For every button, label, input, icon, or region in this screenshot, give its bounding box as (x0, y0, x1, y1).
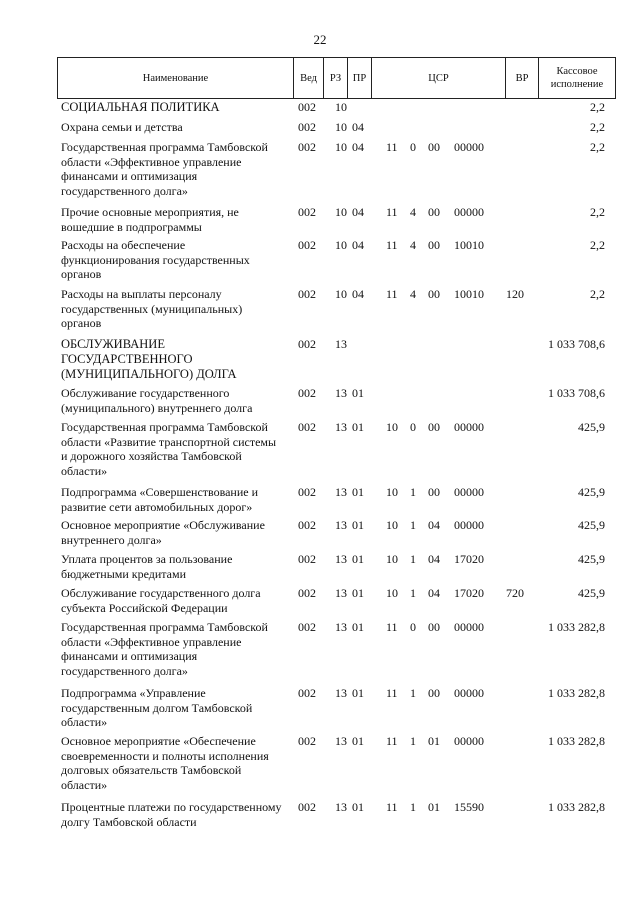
row-name: ОБСЛУЖИВАНИЕ ГОСУДАРСТВЕННОГО (МУНИЦИПАЛЬНОГО) ДОЛГА (61, 337, 237, 381)
row-ved: 002 (298, 100, 316, 114)
row-rz: 13 (335, 734, 347, 748)
row-csr-subprogram: 4 (410, 238, 416, 252)
row-csr-direction: 00000 (454, 420, 484, 434)
row-pr: 04 (352, 140, 364, 154)
row-rz: 13 (335, 386, 347, 400)
row-csr-subprogram: 1 (410, 686, 416, 700)
row-name: Охрана семьи и детства (61, 120, 183, 134)
row-pr: 01 (352, 386, 364, 400)
row-rz: 10 (335, 287, 347, 301)
row-rz: 13 (335, 686, 347, 700)
header-pr: ПР (348, 58, 372, 98)
row-ved: 002 (298, 686, 316, 700)
row-ved: 002 (298, 238, 316, 252)
row-ved: 002 (298, 800, 316, 814)
row-csr-program: 11 (386, 140, 398, 154)
row-name: Основное мероприятие «Обеспечение своевременности и полноты исполнения долговых обязательств Тамбовской области» (61, 734, 269, 792)
row-name: Уплата процентов за пользование бюджетными кредитами (61, 552, 233, 581)
row-csr-program: 11 (386, 205, 398, 219)
row-csr-program: 11 (386, 734, 398, 748)
row-rz: 13 (335, 586, 347, 600)
row-rz: 13 (335, 485, 347, 499)
row-amount: 1 033 282,8 (548, 734, 605, 748)
row-pr: 04 (352, 205, 364, 219)
row-amount: 1 033 282,8 (548, 620, 605, 634)
row-csr-program: 10 (386, 586, 398, 600)
row-csr-direction: 00000 (454, 734, 484, 748)
row-ved: 002 (298, 485, 316, 499)
row-csr-program: 10 (386, 420, 398, 434)
row-csr-subprogram: 1 (410, 552, 416, 566)
row-name: Расходы на обеспечение функционирования государственных органов (61, 238, 250, 281)
row-rz: 13 (335, 420, 347, 434)
row-amount: 425,9 (578, 420, 605, 434)
row-csr-subprogram: 1 (410, 586, 416, 600)
row-pr: 04 (352, 238, 364, 252)
row-csr-event: 00 (428, 620, 440, 634)
row-csr-program: 11 (386, 686, 398, 700)
row-ved: 002 (298, 552, 316, 566)
row-csr-subprogram: 1 (410, 800, 416, 814)
row-name: Государственная программа Тамбовской области «Эффективное управление финансами и оптимизация государственного долга» (61, 620, 268, 678)
row-rz: 10 (335, 205, 347, 219)
row-name: Процентные платежи по государственному долгу Тамбовской области (61, 800, 282, 829)
row-csr-direction: 00000 (454, 205, 484, 219)
row-pr: 04 (352, 287, 364, 301)
row-csr-event: 00 (428, 238, 440, 252)
header-csr: ЦСР (372, 58, 506, 98)
row-pr: 01 (352, 620, 364, 634)
row-csr-direction: 00000 (454, 485, 484, 499)
row-ved: 002 (298, 386, 316, 400)
row-name: Расходы на выплаты персоналу государственных (муниципальных) органов (61, 287, 243, 330)
row-pr: 01 (352, 734, 364, 748)
row-ved: 002 (298, 586, 316, 600)
row-csr-subprogram: 4 (410, 287, 416, 301)
row-csr-event: 04 (428, 518, 440, 532)
row-csr-direction: 10010 (454, 287, 484, 301)
row-amount: 2,2 (590, 140, 605, 154)
row-csr-program: 10 (386, 552, 398, 566)
row-rz: 10 (335, 238, 347, 252)
row-pr: 01 (352, 485, 364, 499)
row-csr-subprogram: 0 (410, 620, 416, 634)
row-csr-subprogram: 1 (410, 734, 416, 748)
row-amount: 2,2 (590, 238, 605, 252)
row-amount: 425,9 (578, 586, 605, 600)
row-amount: 1 033 282,8 (548, 800, 605, 814)
row-rz: 10 (335, 120, 347, 134)
row-pr: 01 (352, 518, 364, 532)
row-csr-direction: 17020 (454, 552, 484, 566)
row-csr-event: 00 (428, 686, 440, 700)
row-pr: 01 (352, 686, 364, 700)
row-pr: 01 (352, 420, 364, 434)
row-csr-event: 00 (428, 287, 440, 301)
header-name: Наименование (58, 58, 294, 98)
row-csr-program: 11 (386, 620, 398, 634)
row-amount: 425,9 (578, 552, 605, 566)
row-csr-event: 00 (428, 485, 440, 499)
row-ved: 002 (298, 287, 316, 301)
table-header (57, 57, 616, 99)
row-name: СОЦИАЛЬНАЯ ПОЛИТИКА (61, 100, 220, 114)
row-amount: 1 033 282,8 (548, 686, 605, 700)
row-rz: 13 (335, 552, 347, 566)
row-csr-subprogram: 1 (410, 485, 416, 499)
row-csr-direction: 00000 (454, 620, 484, 634)
row-csr-event: 01 (428, 800, 440, 814)
row-amount: 425,9 (578, 485, 605, 499)
row-ved: 002 (298, 518, 316, 532)
row-csr-subprogram: 0 (410, 140, 416, 154)
row-amount: 1 033 708,6 (548, 386, 605, 400)
row-csr-direction: 00000 (454, 140, 484, 154)
row-pr: 01 (352, 800, 364, 814)
row-csr-event: 04 (428, 552, 440, 566)
row-csr-direction: 00000 (454, 518, 484, 532)
row-rz: 13 (335, 518, 347, 532)
row-vr: 720 (506, 586, 524, 600)
row-name: Государственная программа Тамбовской области «Эффективное управление финансами и оптимизация государственного долга» (61, 140, 268, 198)
row-rz: 13 (335, 337, 347, 351)
row-name: Основное мероприятие «Обслуживание внутреннего долга» (61, 518, 265, 547)
row-name: Подпрограмма «Совершенствование и развитие сети автомобильных дорог» (61, 485, 259, 514)
row-amount: 2,2 (590, 100, 605, 114)
header-ved: Вед (294, 58, 324, 98)
row-pr: 04 (352, 120, 364, 134)
row-name: Прочие основные мероприятия, не вошедшие в подпрограммы (61, 205, 239, 234)
row-ved: 002 (298, 420, 316, 434)
row-name: Обслуживание государственного долга субъекта Российской Федерации (61, 586, 261, 615)
row-csr-event: 00 (428, 205, 440, 219)
row-rz: 13 (335, 620, 347, 634)
row-amount: 2,2 (590, 120, 605, 134)
row-amount: 425,9 (578, 518, 605, 532)
row-ved: 002 (298, 140, 316, 154)
row-amount: 2,2 (590, 205, 605, 219)
row-csr-event: 04 (428, 586, 440, 600)
row-rz: 10 (335, 100, 347, 114)
row-csr-subprogram: 4 (410, 205, 416, 219)
row-name: Подпрограмма «Управление государственным долгом Тамбовской области» (61, 686, 253, 729)
row-csr-direction: 00000 (454, 686, 484, 700)
row-csr-event: 01 (428, 734, 440, 748)
row-amount: 1 033 708,6 (548, 337, 605, 351)
row-csr-direction: 10010 (454, 238, 484, 252)
row-csr-program: 11 (386, 800, 398, 814)
row-amount: 2,2 (590, 287, 605, 301)
row-ved: 002 (298, 337, 316, 351)
row-csr-direction: 17020 (454, 586, 484, 600)
header-rz: РЗ (324, 58, 348, 98)
row-csr-subprogram: 1 (410, 518, 416, 532)
row-name: Обслуживание государственного (муниципального) внутреннего долга (61, 386, 253, 415)
row-ved: 002 (298, 205, 316, 219)
row-vr: 120 (506, 287, 524, 301)
header-amount: Кассовое исполнение (550, 66, 604, 90)
row-csr-program: 11 (386, 287, 398, 301)
row-pr: 01 (352, 552, 364, 566)
row-csr-event: 00 (428, 420, 440, 434)
page-number: 22 (313, 32, 327, 47)
row-ved: 002 (298, 734, 316, 748)
row-csr-program: 11 (386, 238, 398, 252)
row-csr-event: 00 (428, 140, 440, 154)
row-rz: 10 (335, 140, 347, 154)
row-ved: 002 (298, 620, 316, 634)
header-vr: ВР (506, 58, 539, 98)
row-csr-subprogram: 0 (410, 420, 416, 434)
row-csr-program: 10 (386, 485, 398, 499)
row-pr: 01 (352, 586, 364, 600)
row-rz: 13 (335, 800, 347, 814)
row-name: Государственная программа Тамбовской области «Развитие транспортной системы и дорожного хозяйства Тамбовской области» (61, 420, 277, 478)
row-csr-program: 10 (386, 518, 398, 532)
row-csr-direction: 15590 (454, 800, 484, 814)
row-ved: 002 (298, 120, 316, 134)
